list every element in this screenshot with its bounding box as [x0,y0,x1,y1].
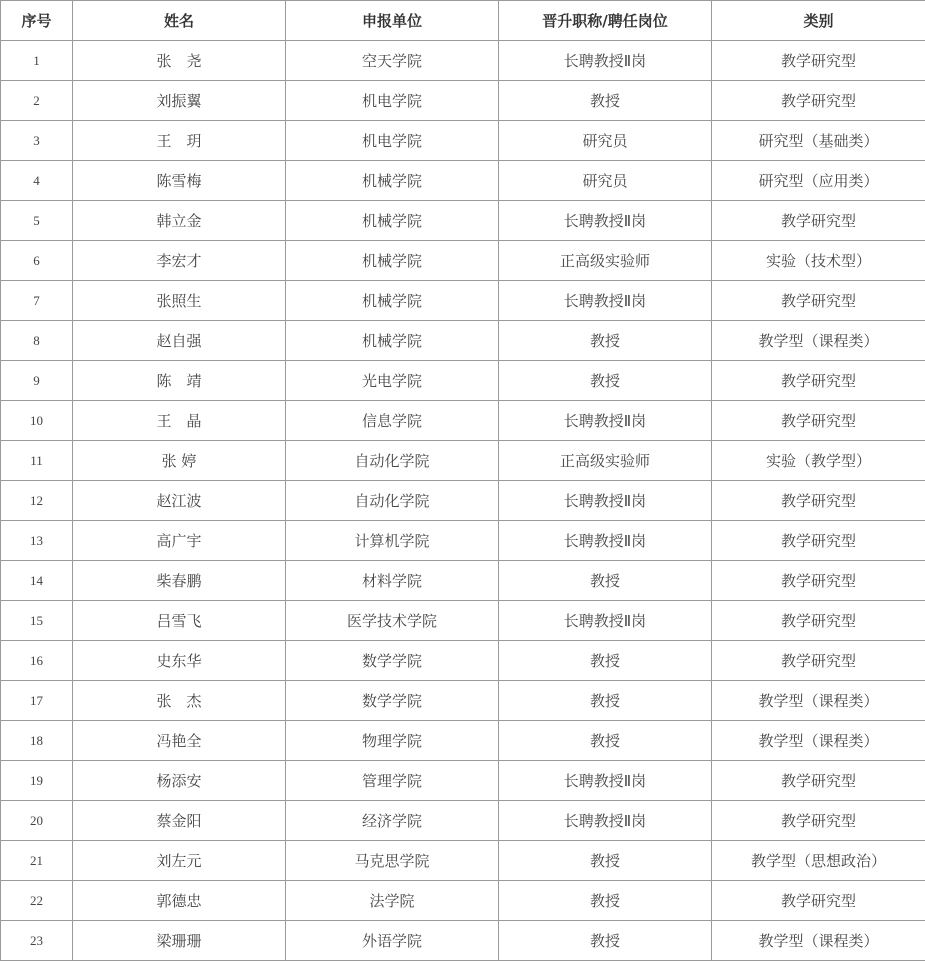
cell-name: 张 婷 [73,441,286,481]
cell-category: 教学研究型 [712,521,925,561]
cell-unit: 机电学院 [286,81,499,121]
cell-index: 17 [1,681,73,721]
cell-unit: 材料学院 [286,561,499,601]
table-row [1,601,925,641]
cell-category: 教学型（课程类） [712,681,925,721]
cell-category: 教学型（思想政治） [712,841,925,881]
cell-name: 冯艳全 [73,721,286,761]
cell-category: 研究型（应用类） [712,161,925,201]
cell-index: 8 [1,321,73,361]
table-body [1,41,925,961]
cell-unit: 机械学院 [286,241,499,281]
cell-index: 3 [1,121,73,161]
cell-name: 赵自强 [73,321,286,361]
cell-unit: 光电学院 [286,361,499,401]
cell-unit: 数学学院 [286,681,499,721]
table-row [1,161,925,201]
table-row [1,801,925,841]
cell-title: 长聘教授Ⅱ岗 [499,761,712,801]
cell-index: 1 [1,41,73,81]
cell-name: 李宏才 [73,241,286,281]
table-row [1,241,925,281]
cell-unit: 外语学院 [286,921,499,961]
cell-name: 陈雪梅 [73,161,286,201]
cell-title: 教授 [499,81,712,121]
cell-unit: 自动化学院 [286,441,499,481]
table-row [1,561,925,601]
cell-index: 20 [1,801,73,841]
header-unit: 申报单位 [286,1,499,41]
table-row [1,321,925,361]
cell-index: 18 [1,721,73,761]
header-category: 类别 [712,1,925,41]
cell-name: 张 尧 [73,41,286,81]
cell-index: 13 [1,521,73,561]
cell-title: 长聘教授Ⅱ岗 [499,481,712,521]
cell-category: 教学研究型 [712,761,925,801]
cell-title: 正高级实验师 [499,241,712,281]
cell-name: 高广宇 [73,521,286,561]
cell-name: 刘振翼 [73,81,286,121]
cell-category: 研究型（基础类） [712,121,925,161]
cell-name: 赵江波 [73,481,286,521]
table-row [1,721,925,761]
cell-title: 教授 [499,641,712,681]
cell-title: 长聘教授Ⅱ岗 [499,41,712,81]
cell-title: 教授 [499,561,712,601]
header-index: 序号 [1,1,73,41]
cell-name: 郭德忠 [73,881,286,921]
cell-name: 柴春鹏 [73,561,286,601]
cell-title: 长聘教授Ⅱ岗 [499,281,712,321]
cell-category: 实验（教学型） [712,441,925,481]
cell-unit: 法学院 [286,881,499,921]
cell-unit: 计算机学院 [286,521,499,561]
cell-index: 2 [1,81,73,121]
cell-category: 教学研究型 [712,401,925,441]
cell-name: 刘左元 [73,841,286,881]
table-row [1,201,925,241]
cell-index: 4 [1,161,73,201]
table-row [1,401,925,441]
cell-index: 11 [1,441,73,481]
cell-category: 教学研究型 [712,801,925,841]
cell-title: 研究员 [499,121,712,161]
cell-title: 长聘教授Ⅱ岗 [499,801,712,841]
header-name: 姓名 [73,1,286,41]
cell-index: 7 [1,281,73,321]
table-row [1,441,925,481]
cell-name: 王 晶 [73,401,286,441]
cell-category: 教学研究型 [712,641,925,681]
cell-index: 5 [1,201,73,241]
cell-index: 16 [1,641,73,681]
cell-index: 19 [1,761,73,801]
table-row [1,841,925,881]
cell-category: 教学研究型 [712,881,925,921]
cell-category: 教学研究型 [712,361,925,401]
cell-title: 教授 [499,841,712,881]
cell-category: 教学型（课程类） [712,921,925,961]
header-title: 晋升职称/聘任岗位 [499,1,712,41]
cell-unit: 管理学院 [286,761,499,801]
cell-index: 9 [1,361,73,401]
table-row [1,361,925,401]
cell-index: 14 [1,561,73,601]
cell-title: 长聘教授Ⅱ岗 [499,401,712,441]
cell-category: 教学研究型 [712,81,925,121]
cell-category: 教学研究型 [712,281,925,321]
cell-category: 教学型（课程类） [712,721,925,761]
cell-title: 正高级实验师 [499,441,712,481]
cell-name: 陈 靖 [73,361,286,401]
cell-unit: 经济学院 [286,801,499,841]
table-row [1,481,925,521]
cell-unit: 马克思学院 [286,841,499,881]
cell-unit: 机械学院 [286,321,499,361]
cell-unit: 机械学院 [286,161,499,201]
cell-name: 梁珊珊 [73,921,286,961]
cell-title: 教授 [499,681,712,721]
header-row [1,1,925,41]
cell-unit: 空天学院 [286,41,499,81]
cell-name: 蔡金阳 [73,801,286,841]
cell-name: 韩立金 [73,201,286,241]
cell-index: 23 [1,921,73,961]
cell-title: 教授 [499,721,712,761]
cell-category: 教学研究型 [712,601,925,641]
cell-category: 实验（技术型） [712,241,925,281]
cell-index: 21 [1,841,73,881]
cell-unit: 医学技术学院 [286,601,499,641]
cell-category: 教学研究型 [712,481,925,521]
cell-name: 杨添安 [73,761,286,801]
cell-category: 教学研究型 [712,41,925,81]
cell-name: 史东华 [73,641,286,681]
cell-index: 22 [1,881,73,921]
table-row [1,281,925,321]
cell-name: 吕雪飞 [73,601,286,641]
cell-index: 15 [1,601,73,641]
cell-unit: 机电学院 [286,121,499,161]
cell-title: 教授 [499,361,712,401]
cell-unit: 自动化学院 [286,481,499,521]
cell-unit: 数学学院 [286,641,499,681]
table-row [1,521,925,561]
table-row [1,641,925,681]
cell-title: 长聘教授Ⅱ岗 [499,521,712,561]
cell-title: 长聘教授Ⅱ岗 [499,601,712,641]
cell-category: 教学研究型 [712,561,925,601]
table-row [1,881,925,921]
cell-index: 6 [1,241,73,281]
cell-name: 张照生 [73,281,286,321]
table-row [1,921,925,961]
table-row [1,81,925,121]
cell-title: 教授 [499,921,712,961]
cell-name: 张 杰 [73,681,286,721]
table-row [1,121,925,161]
cell-name: 王 玥 [73,121,286,161]
cell-title: 教授 [499,321,712,361]
table-row [1,41,925,81]
table-header [1,1,925,41]
cell-unit: 物理学院 [286,721,499,761]
table-row [1,681,925,721]
cell-index: 12 [1,481,73,521]
cell-title: 教授 [499,881,712,921]
table-row [1,761,925,801]
cell-unit: 信息学院 [286,401,499,441]
cell-unit: 机械学院 [286,201,499,241]
cell-title: 长聘教授Ⅱ岗 [499,201,712,241]
cell-unit: 机械学院 [286,281,499,321]
cell-category: 教学型（课程类） [712,321,925,361]
cell-title: 研究员 [499,161,712,201]
cell-index: 10 [1,401,73,441]
cell-category: 教学研究型 [712,201,925,241]
